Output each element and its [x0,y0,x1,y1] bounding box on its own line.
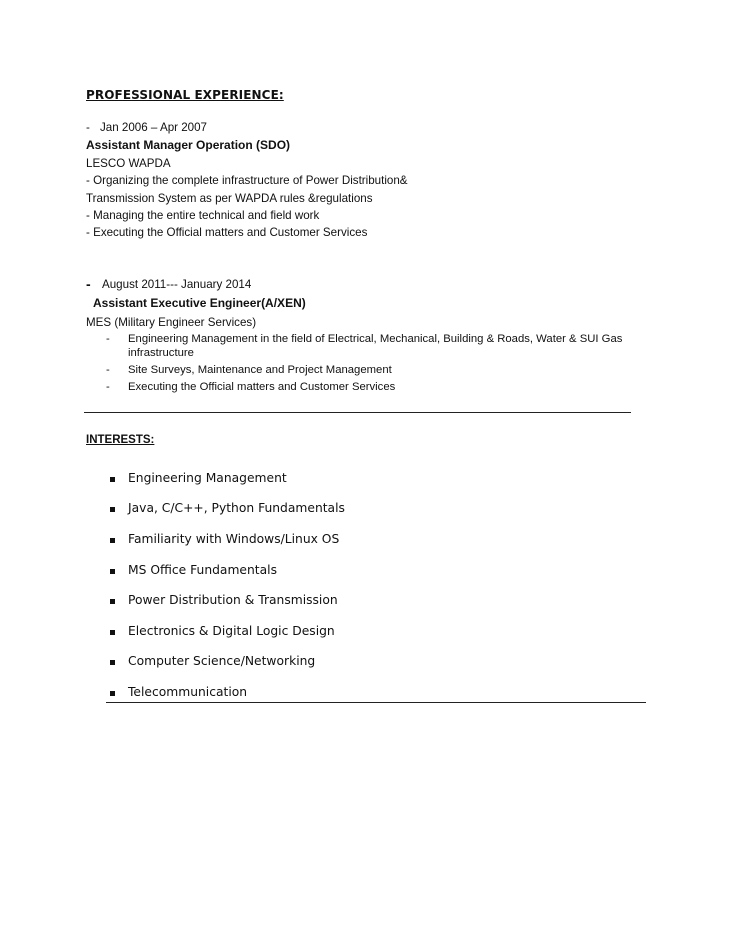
square-bullet-icon [110,691,115,696]
duty-text: Executing the Official matters and Customer Services [128,381,396,393]
job1-title: Assistant Manager Operation (SDO) [86,138,291,152]
square-bullet-icon [110,630,115,635]
dash-marker: - [106,364,110,376]
interest-text: Engineering Management [128,471,287,485]
square-bullet-icon [110,477,115,482]
square-bullet-icon [110,538,115,543]
job2-period: August 2011--- January 2014 [102,278,252,291]
interest-text: Computer Science/Networking [128,654,316,668]
job1-duty-line: Transmission System as per WAPDA rules &regulations [86,192,373,205]
duty-text: Engineering Management in the field of Electrical, Mechanical, Building & Roads, Water & SUI Gas [128,333,623,345]
dash-marker: - [106,333,110,345]
list-item [106,333,666,361]
experience-heading: PROFESSIONAL EXPERIENCE: [86,88,284,102]
job2-title: Assistant Executive Engineer(A/XEN) [93,296,306,310]
section-divider [84,412,631,413]
square-bullet-icon [110,507,115,512]
interest-text: Telecommunication [128,685,248,699]
square-bullet-icon [110,569,115,574]
job1-duty-line: - Organizing the complete infrastructure of Power Distribution& [86,174,408,187]
interest-text: MS Office Fundamentals [128,563,277,577]
square-bullet-icon [110,599,115,604]
duty-text: Site Surveys, Maintenance and Project Management [128,364,392,376]
job2-employer: MES (Military Engineer Services) [86,316,257,329]
job1-employer: LESCO WAPDA [86,157,171,170]
job1-period: Jan 2006 – Apr 2007 [100,121,208,134]
list-item [106,364,666,378]
job1-duty-line: - Managing the entire technical and field work [86,209,320,222]
section-divider [106,702,646,703]
list-item [106,381,666,395]
interests-heading: INTERESTS: [86,434,155,446]
job1-duty-line: - Executing the Official matters and Customer Services [86,226,368,239]
job2-dash: - [86,276,91,292]
interest-text: Power Distribution & Transmission [128,593,338,607]
interest-text: Electronics & Digital Logic Design [128,624,335,638]
interest-text: Familiarity with Windows/Linux OS [128,532,340,546]
interest-text: Java, C/C++, Python Fundamentals [128,501,345,515]
square-bullet-icon [110,660,115,665]
dash-marker: - [106,381,110,393]
duty-text-continued: infrastructure [128,347,194,359]
job1-dash: - [86,121,90,134]
